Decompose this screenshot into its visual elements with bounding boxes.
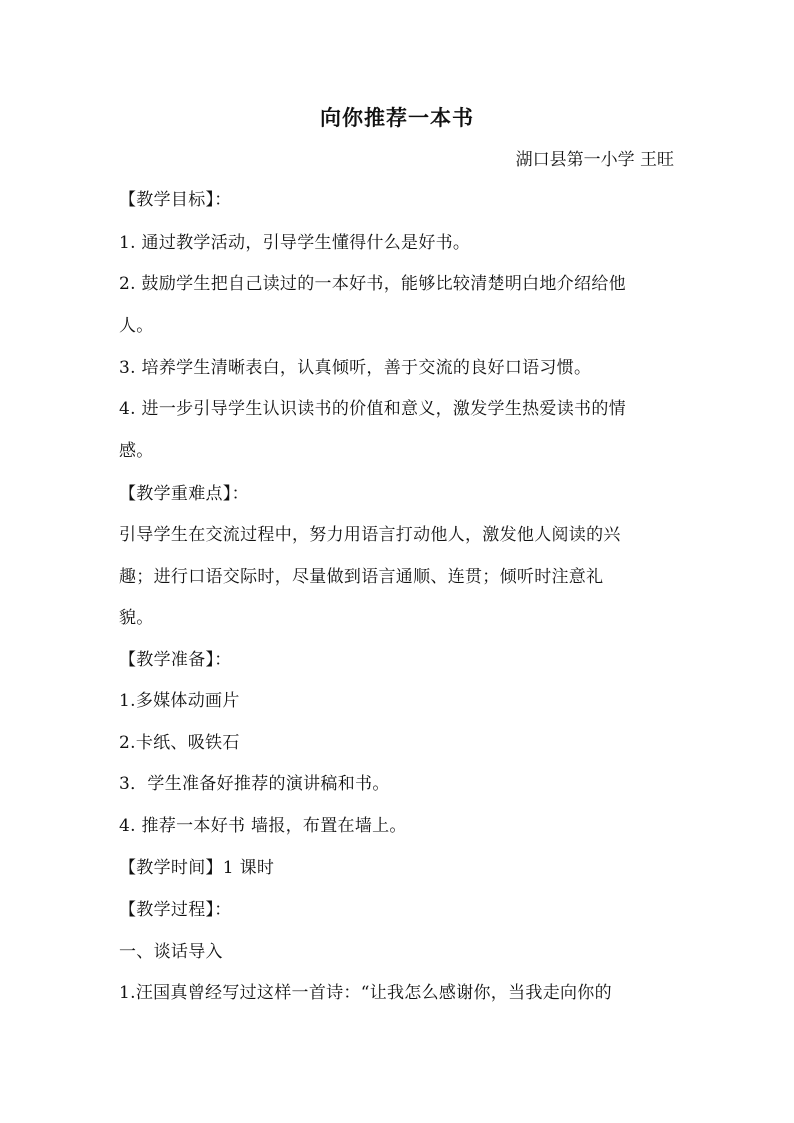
document-title: 向你推荐一本书 (320, 105, 474, 130)
process-paragraph-1: 1.汪国真曾经写过这样一首诗：“让我怎么感谢你，当我走向你的 (119, 983, 612, 1003)
preparation-item-2: 2.卡纸、吸铁石 (119, 733, 240, 753)
key-points-heading: 【教学重难点】： (119, 484, 249, 504)
goal-2-line-2: 人。 (119, 316, 154, 336)
preparation-heading: 【教学准备】： (119, 650, 232, 670)
key-points-line-3: 貌。 (119, 608, 154, 628)
preparation-item-4: 4. 推荐一本好书 墙报，布置在墙上。 (119, 816, 407, 836)
goal-4-line-1: 4. 进一步引导学生认识读书的价值和意义，激发学生热爱读书的情 (119, 399, 626, 419)
process-heading: 【教学过程】： (119, 900, 232, 920)
goal-3: 3. 培养学生清晰表白，认真倾听，善于交流的良好口语习惯。 (119, 358, 592, 378)
goal-1: 1. 通过教学活动，引导学生懂得什么是好书。 (119, 233, 471, 253)
author-line: 湖口县第一小学 王旺 (515, 150, 674, 170)
goals-heading: 【教学目标】： (119, 190, 232, 210)
key-points-line-1: 引导学生在交流过程中，努力用语言打动他人，激发他人阅读的兴 (119, 525, 621, 545)
section-1-heading: 一、谈话导入 (119, 942, 223, 962)
preparation-item-1: 1.多媒体动画片 (119, 691, 240, 711)
goal-2-line-1: 2. 鼓励学生把自己读过的一本好书，能够比较清楚明白地介绍给他 (119, 274, 626, 294)
goal-4-line-2: 感。 (119, 441, 154, 461)
preparation-item-3: 3．学生准备好推荐的演讲稿和书。 (119, 774, 390, 794)
teaching-time: 【教学时间】1 课时 (119, 858, 275, 878)
key-points-line-2: 趣；进行口语交际时，尽量做到语言通顺、连贯；倾听时注意礼 (119, 567, 604, 587)
